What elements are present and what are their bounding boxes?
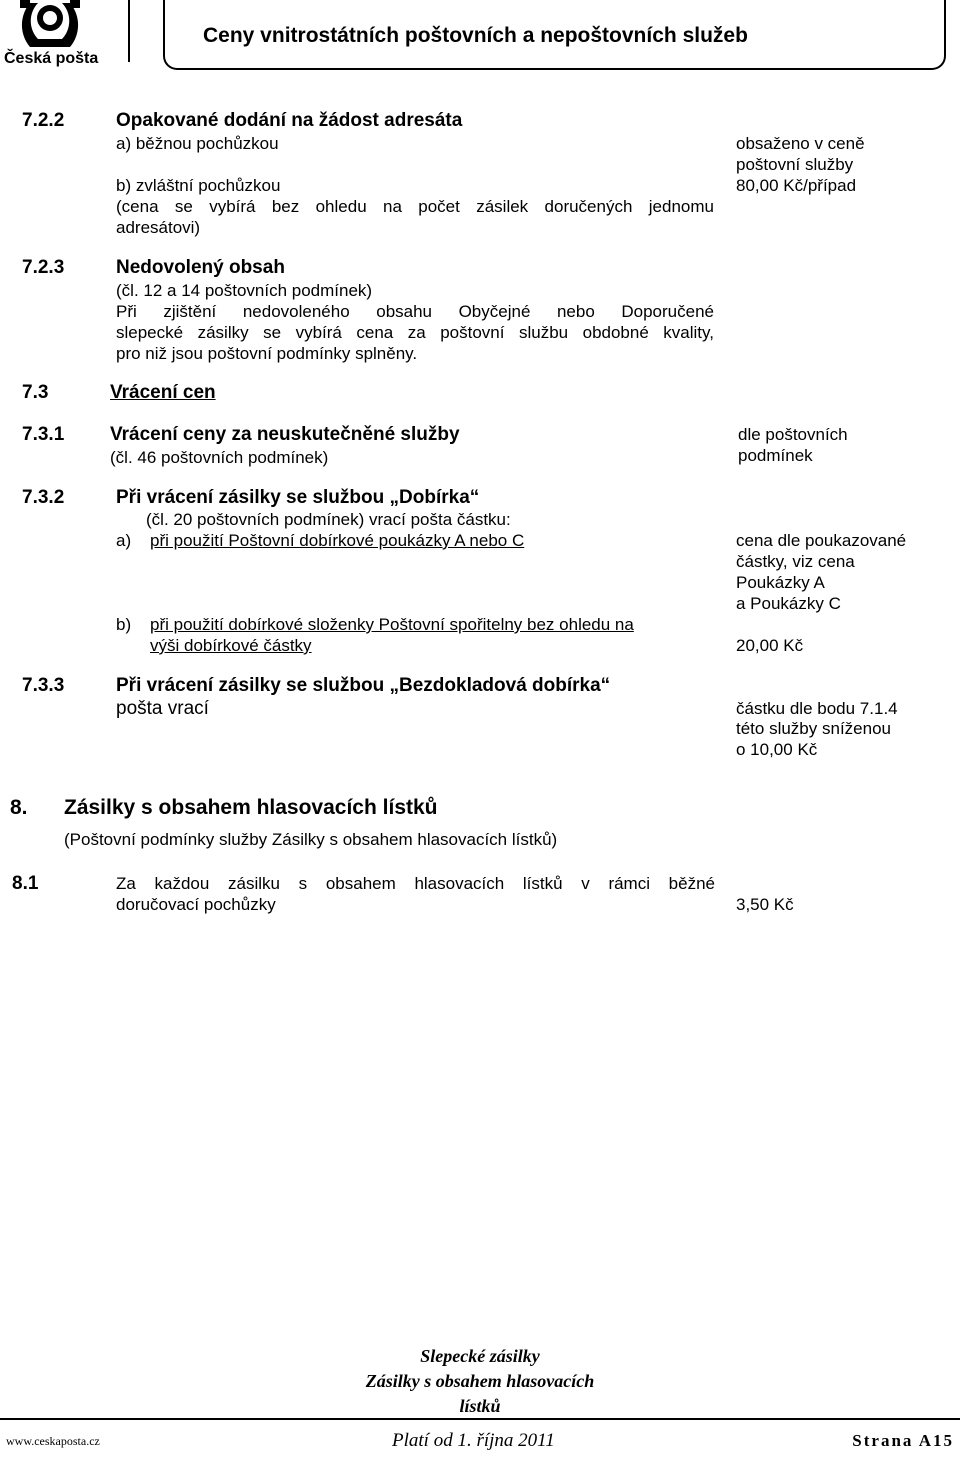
header-title-box bbox=[163, 0, 946, 70]
price-7-3-2-a-line2: částky, viz cena bbox=[736, 552, 855, 571]
section-number-7-3-2: 7.3.2 bbox=[22, 487, 65, 508]
text-7-2-3-line2: slepecké zásilky se vybírá cena za poštovní službu obdobné kvality, bbox=[116, 323, 714, 342]
page-title: Ceny vnitrostátních poštovních a nepoštovních služeb bbox=[203, 24, 748, 47]
logo-text: Česká pošta bbox=[4, 50, 99, 67]
note-7-2-2-line1: (cena se vybírá bez ohledu na počet zásilek doručených jednomu bbox=[116, 197, 714, 216]
posthorn-icon bbox=[0, 0, 100, 50]
footer-divider bbox=[0, 1418, 960, 1420]
footer-service-line1: Slepecké zásilky bbox=[420, 1346, 540, 1366]
section-number-7-2-3: 7.2.3 bbox=[22, 257, 65, 278]
ref-7-3-2: (čl. 20 poštovních podmínek) vrací pošta částku: bbox=[146, 510, 511, 529]
footer-service-line3: lístků bbox=[459, 1396, 501, 1416]
section-title-7-3-1: Vrácení ceny za neuskutečněné služby bbox=[110, 424, 460, 445]
ref-7-3-1: (čl. 46 poštovních podmínek) bbox=[110, 448, 329, 467]
item-7-2-2-a: a) běžnou pochůzkou bbox=[116, 134, 279, 153]
price-7-3-3-line2: této služby sníženou bbox=[736, 719, 891, 738]
price-7-3-3-line1: částku dle bodu 7.1.4 bbox=[736, 699, 898, 718]
section-title-8: Zásilky s obsahem hlasovacích lístků bbox=[64, 796, 438, 819]
page-number: Strana A15 bbox=[852, 1431, 954, 1450]
text-8-1-line1: Za každou zásilku s obsahem hlasovacích lístků v rámci běžné bbox=[116, 874, 715, 893]
item-7-3-2-b-label: b) bbox=[116, 615, 132, 634]
sub-7-3-3: pošta vrací bbox=[116, 698, 209, 719]
item-7-3-2-b-text-line2: výši dobírkové částky bbox=[150, 636, 312, 655]
ceska-posta-logo bbox=[0, 0, 128, 74]
price-7-2-2-b: 80,00 Kč/případ bbox=[736, 176, 857, 195]
section-title-7-3: Vrácení cen bbox=[110, 382, 216, 403]
footer-url: www.ceskaposta.cz bbox=[6, 1434, 100, 1448]
price-7-3-2-a-line4: a Poukázky C bbox=[736, 594, 841, 613]
item-7-3-2-b-text-line1: při použití dobírkové složenky Poštovní spořitelny bez ohledu na bbox=[150, 615, 634, 634]
text-8-1-line2: doručovací pochůzky bbox=[116, 895, 276, 914]
text-7-2-3-line1: Při zjištění nedovoleného obsahu Obyčejné nebo Doporučené bbox=[116, 302, 714, 321]
section-number-7-3: 7.3 bbox=[22, 382, 49, 403]
price-7-2-2-a-line2: poštovní služby bbox=[736, 155, 854, 174]
section-number-7-2-2: 7.2.2 bbox=[22, 110, 65, 131]
price-7-3-2-b: 20,00 Kč bbox=[736, 636, 804, 655]
section-number-8: 8. bbox=[10, 796, 28, 819]
footer-service-line2: Zásilky s obsahem hlasovacích bbox=[365, 1371, 595, 1391]
price-7-3-3-line3: o 10,00 Kč bbox=[736, 740, 818, 759]
footer-validity: Platí od 1. října 2011 bbox=[392, 1430, 555, 1451]
section-number-8-1: 8.1 bbox=[12, 873, 39, 894]
note-7-2-2-line2: adresátovi) bbox=[116, 218, 201, 237]
price-8-1: 3,50 Kč bbox=[736, 895, 794, 914]
ref-7-2-3: (čl. 12 a 14 poštovních podmínek) bbox=[116, 281, 373, 300]
price-7-3-1-line2: podmínek bbox=[738, 446, 813, 465]
item-7-2-2-b: b) zvláštní pochůzkou bbox=[116, 176, 281, 195]
price-7-3-2-a-line3: Poukázky A bbox=[736, 573, 825, 592]
sub-8: (Poštovní podmínky služby Zásilky s obsahem hlasovacích lístků) bbox=[64, 830, 558, 849]
price-7-3-1-line1: dle poštovních bbox=[738, 425, 848, 444]
item-7-3-2-a-text: při použití Poštovní dobírkové poukázky A nebo C bbox=[150, 531, 525, 550]
header-divider bbox=[128, 0, 130, 62]
price-7-2-2-a-line1: obsaženo v ceně bbox=[736, 134, 865, 153]
section-title-7-3-3: Při vrácení zásilky se službou „Bezdokladová dobírka“ bbox=[116, 675, 611, 696]
section-title-7-3-2: Při vrácení zásilky se službou „Dobírka“ bbox=[116, 487, 480, 508]
section-title-7-2-3: Nedovolený obsah bbox=[116, 257, 285, 278]
section-title-7-2-2: Opakované dodání na žádost adresáta bbox=[116, 110, 463, 131]
section-number-7-3-3: 7.3.3 bbox=[22, 675, 65, 696]
text-7-2-3-line3: pro niž jsou poštovní podmínky splněny. bbox=[116, 344, 418, 363]
section-number-7-3-1: 7.3.1 bbox=[22, 424, 65, 445]
item-7-3-2-a-label: a) bbox=[116, 531, 132, 550]
price-7-3-2-a-line1: cena dle poukazované bbox=[736, 531, 907, 550]
